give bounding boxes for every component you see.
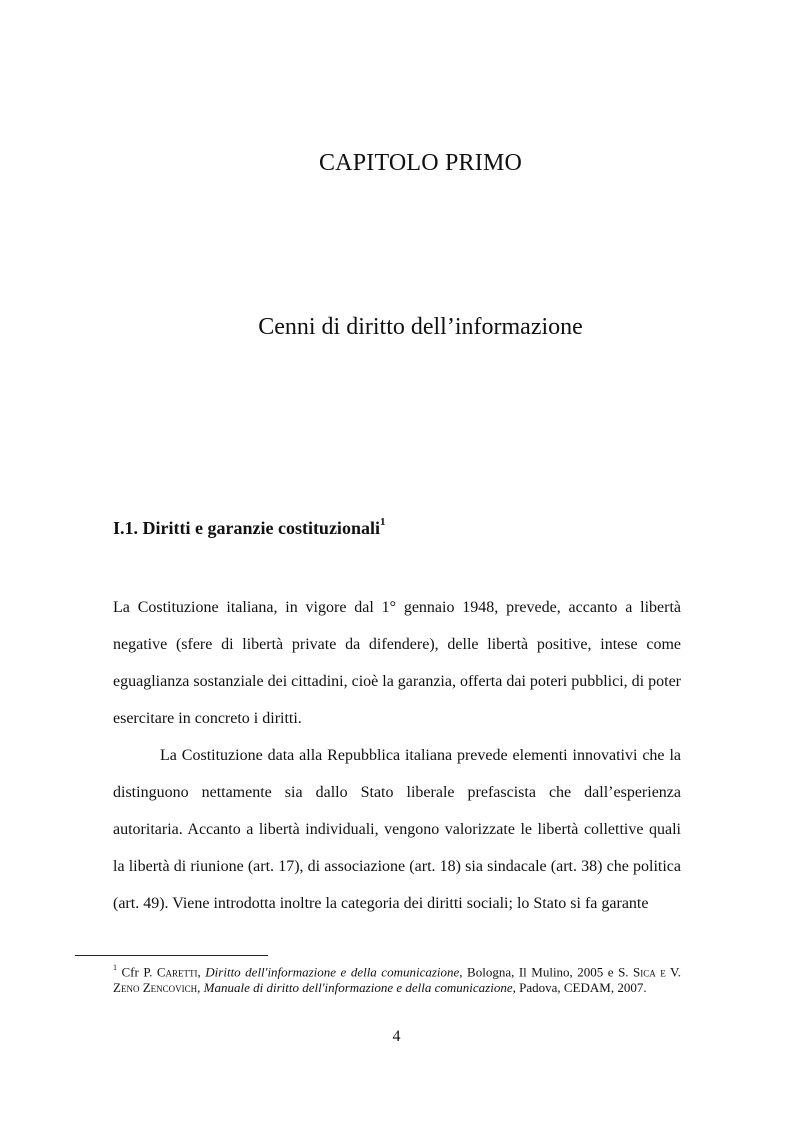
footnote-publisher-2: , Padova, CEDAM, 2007.: [512, 980, 647, 996]
footnote-reference[interactable]: 1: [379, 516, 386, 528]
section-heading-text: I.1. Diritti e garanzie costituzionali: [113, 518, 380, 538]
footnote-prefix: Cfr P.: [121, 964, 157, 980]
footnote-author-1: Caretti: [156, 964, 198, 980]
chapter-subtitle: Cenni di diritto dell’informazione: [258, 314, 583, 340]
footnote-1: [113, 961, 681, 996]
footnote-author-2b: Zeno Zencovich: [113, 980, 198, 996]
page-number: 4: [392, 1028, 401, 1045]
footnote-sep-1: ,: [197, 964, 206, 980]
footnote-title-1: Diritto dell'informazione e della comunicazione,: [205, 964, 463, 980]
chapter-title: CAPITOLO PRIMO: [318, 150, 523, 176]
paragraph-2: La Costituzione data alla Repubblica italiana prevede elementi innovativi che la distinguono nettamente sia dallo Stato liberale prefascista che dall’esperienza autoritaria. Accanto a libertà individuali, vengono valorizzate le libertà collettive quali la libertà di riunione (art. 17), di associazione (art. 18) sia sindacale (art. 38) che politica (art. 49). Viene introdotta inoltre la categoria dei diritti sociali; lo Stato si fa garante: [113, 747, 681, 912]
footnote-author-2a: Sica e: [633, 964, 666, 980]
section-heading: [113, 518, 693, 539]
footnote-separator: [75, 955, 268, 956]
footnote-title-2: Manuale di diritto dell'informazione e della comunicazione: [203, 980, 513, 996]
footnote-publisher-1: Bologna, Il Mulino, 2005 e S.: [462, 964, 634, 980]
footnote-number: 1: [113, 963, 117, 972]
footnote-mid: V.: [665, 964, 682, 980]
footnote-sep-2: ,: [197, 980, 204, 996]
paragraph-1: La Costituzione italiana, in vigore dal 1° gennaio 1948, prevede, accanto a libertà negative (sfere di libertà private da difendere), delle libertà positive, intese come eguaglianza sostanziale dei cittadini, cioè la garanzia, offerta dai poteri pubblici, di poter esercitare in concreto i diritti.: [113, 599, 681, 727]
